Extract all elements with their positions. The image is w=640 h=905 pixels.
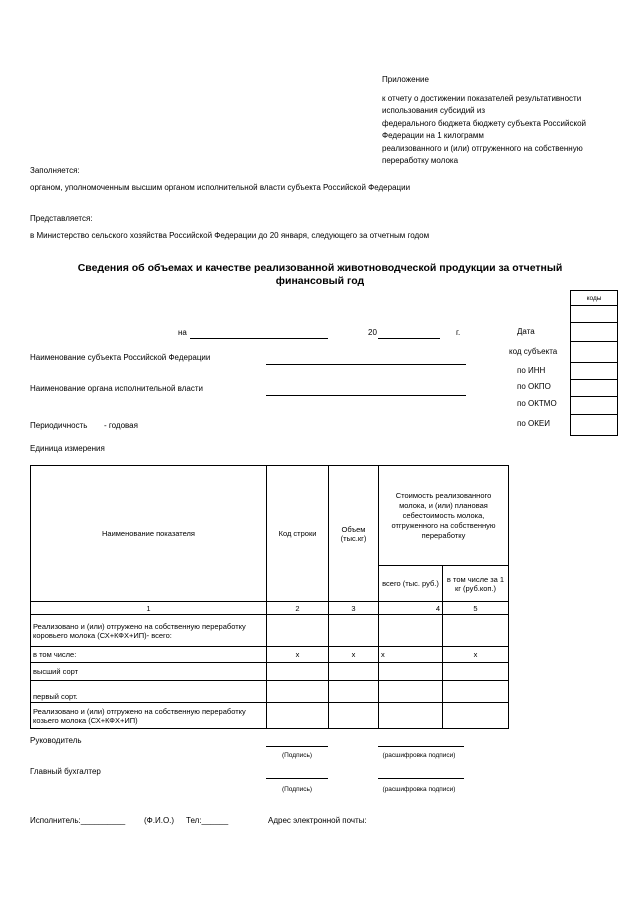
code-cell-date[interactable] [571,323,618,342]
code-label-oktmo: по ОКТМО [517,399,557,408]
row-name: в том числе: [31,647,267,663]
head-decode-caption: (расшифровка подписи) [382,752,456,759]
year-label: 20 [368,328,377,337]
appendix-line: использования субсидий из [382,106,486,115]
accountant-decode-caption: (расшифровка подписи) [382,786,456,793]
code-label-okei: по ОКЕИ [517,419,550,428]
appendix-block [382,74,586,168]
column-number: 5 [443,602,509,615]
table-row [31,681,509,703]
date-input-line[interactable] [190,338,328,339]
header-name: Наименование показателя [31,466,267,602]
column-number: 1 [31,602,267,615]
accountant-label: Главный бухгалтер [30,767,101,776]
row-name: Реализовано и (или) отгружено на собственную переработку коровьего молока (СХ+КФХ+ИП)- всего: [31,615,267,647]
row-name: Реализовано и (или) отгружено на собственную переработку козьего молока (СХ+КФХ+ИП) [31,703,267,729]
fio-label: (Ф.И.О.) [144,816,175,825]
head-decode-line[interactable] [378,746,464,747]
authority-name-label: Наименование органа исполнительной власти [30,384,203,393]
data-table [30,465,509,729]
row-total-cell: x [379,647,443,663]
email-label: Адрес электронной почты: [268,816,367,825]
header-code: Код строки [267,466,329,602]
row-total-cell[interactable] [379,663,443,681]
table-row [31,663,509,681]
appendix-line: Федерации на 1 килограмм [382,131,484,140]
table-row [31,615,509,647]
appendix-line: переработку молока [382,156,459,165]
executor-field[interactable]: Исполнитель:__________ [30,816,126,825]
page-title [30,262,610,288]
row-name: первый сорт. [31,681,267,703]
row-total-cell[interactable] [379,615,443,647]
code-label-inn: по ИНН [517,366,546,375]
code-cell-okpo[interactable] [571,380,618,397]
header-volume: Объем (тыс.кг) [329,466,379,602]
subject-name-label: Наименование субъекта Российской Федерации [30,353,211,362]
appendix-line: к отчету о достижении показателей результативности [382,93,582,103]
code-label-okpo: по ОКПО [517,382,551,391]
row-per-kg-cell: x [443,647,509,663]
appendix-line: реализованного и (или) отгруженного на собственную [382,143,583,153]
row-code-cell[interactable] [267,681,329,703]
row-volume-cell: x [329,647,379,663]
periodicity-value: - годовая [104,421,138,430]
row-per-kg-cell[interactable] [443,681,509,703]
codes-table [570,290,618,436]
accountant-signature-line[interactable] [266,778,328,779]
code-label-subject: код субъекта [509,347,558,356]
accountant-signature-caption: (Подпись) [281,786,313,793]
code-cell-okei[interactable] [571,415,618,436]
table-row [31,703,509,729]
header-per-kg: в том числе за 1 кг (руб.коп.) [443,566,509,602]
column-number: 2 [267,602,329,615]
code-cell-oktmo[interactable] [571,397,618,415]
column-number: 3 [329,602,379,615]
row-per-kg-cell[interactable] [443,663,509,681]
title-line: финансовый год [275,275,365,287]
row-volume-cell[interactable] [329,703,379,729]
row-volume-cell[interactable] [329,681,379,703]
date-on-label: на [178,328,187,337]
row-code-cell[interactable] [267,663,329,681]
year-suffix: г. [456,328,461,337]
head-signature-caption: (Подпись) [281,752,313,759]
row-volume-cell[interactable] [329,615,379,647]
tel-field[interactable]: Тел:______ [186,816,229,825]
filled-by-text: органом, уполномоченным высшим органом исполнительной власти субъекта Российской Федерации [30,183,411,192]
row-name: высший сорт [31,663,267,681]
code-label-date: Дата [517,327,535,336]
head-label: Руководитель [30,736,82,745]
header-cost: Стоимость реализованного молока, и (или) плановая себестоимость молока, отгруженного на собственную переработку [379,466,509,566]
code-cell-blank[interactable] [571,306,618,323]
submitted-label: Представляется: [30,214,93,223]
year-input-line[interactable] [378,338,440,339]
codes-header: коды [571,291,618,306]
submitted-text: в Министерство сельского хозяйства Российской Федерации до 20 января, следующего за отчетным годом [30,231,430,240]
accountant-decode-line[interactable] [378,778,464,779]
appendix-heading: Приложение [382,75,429,84]
code-cell-inn[interactable] [571,363,618,380]
appendix-line: федерального бюджета бюджету субъекта Российской [382,118,586,128]
code-cell-subject[interactable] [571,342,618,363]
row-per-kg-cell[interactable] [443,615,509,647]
head-signature-line[interactable] [266,746,328,747]
row-code-cell: x [267,647,329,663]
authority-name-input-line[interactable] [266,395,466,396]
filled-by-label: Заполняется: [30,166,80,175]
row-volume-cell[interactable] [329,663,379,681]
subject-name-input-line[interactable] [266,364,466,365]
row-code-cell[interactable] [267,703,329,729]
row-per-kg-cell[interactable] [443,703,509,729]
title-line: Сведения об объемах и качестве реализованной животноводческой продукции за отчетный [77,262,563,274]
table-row [31,647,509,663]
row-total-cell[interactable] [379,681,443,703]
row-total-cell[interactable] [379,703,443,729]
row-code-cell[interactable] [267,615,329,647]
column-number: 4 [379,602,443,615]
unit-label: Единица измерения [30,444,105,453]
header-total: всего (тыс. руб.) [379,566,443,602]
periodicity-label: Периодичность [30,421,88,430]
